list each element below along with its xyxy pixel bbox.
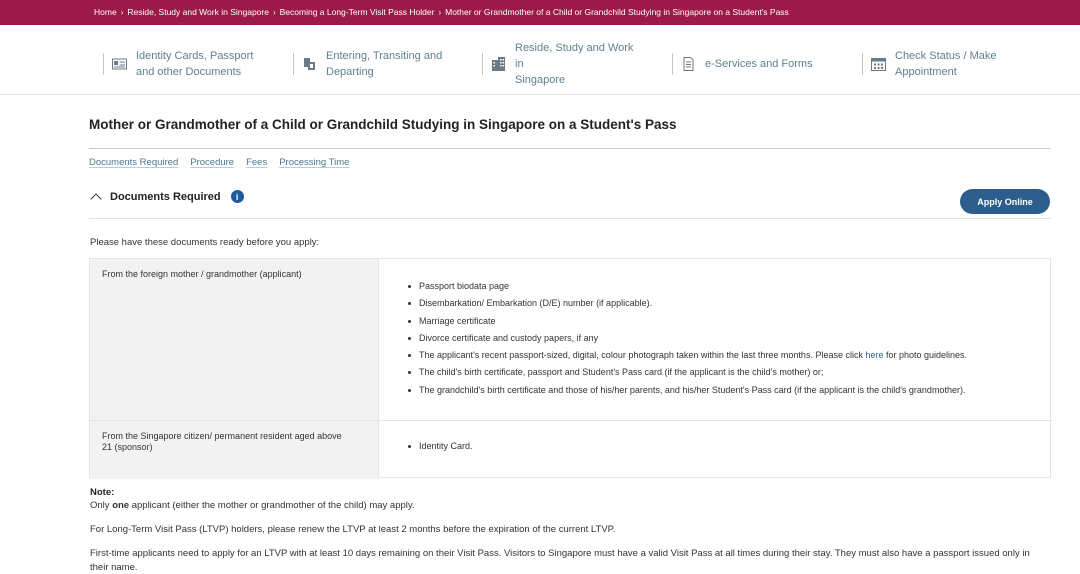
main-nav [0,25,1080,95]
calendar-icon [871,57,886,71]
tab-procedure[interactable]: Procedure [190,157,235,168]
breadcrumb-current: Mother or Grandmother of a Child or Grandchild Studying in Singapore on a Student's Pass [445,7,789,17]
breadcrumb-ltvp[interactable]: Becoming a Long-Term Visit Pass Holder [279,7,435,17]
tab-fees[interactable]: Fees [246,157,268,168]
nav-item-identity-cards[interactable] [103,47,266,81]
nav-item-check-status[interactable] [862,47,1025,81]
list-item: Marriage certificate [408,316,967,333]
section-tabs [89,157,361,168]
nav-label-line1: Identity Cards, Passport [136,50,254,62]
table-row [90,259,1052,421]
chevron-up-icon[interactable] [90,193,101,204]
intro-text: Please have these documents ready before you apply: [90,237,320,248]
list-item: The child's birth certificate, passport and Student's Pass card (if the applicant is the child's mother) or; [408,367,967,384]
title-divider [89,148,1051,149]
note-text: applicant (either the mother or grandmother of the child) may apply. [129,500,415,511]
documents-table [89,258,1051,478]
list-item-text: The applicant's recent passport-sized, digital, colour photograph taken within the last three months. Please click [419,350,866,361]
list-item: Disembarkation/ Embarkation (D/E) number (if applicable). [408,298,967,315]
nav-item-eservices[interactable] [672,47,835,81]
tab-documents-required[interactable]: Documents Required [89,157,179,168]
breadcrumb [94,7,789,17]
document-list [408,281,967,402]
chevron-right-icon: › [120,7,124,17]
building-icon [491,57,506,71]
note-heading: Note: [90,487,115,498]
nav-label-line1: e-Services and Forms [705,58,813,70]
section-divider [89,218,1051,219]
note-paragraph: For Long-Term Visit Pass (LTVP) holders, please renew the LTVP at least 2 months before the expiration of the current LTVP. [90,524,616,535]
nav-label-line2: Singapore [515,74,566,86]
nav-label-line1: Check Status / Make [895,50,997,62]
chevron-right-icon: › [272,7,276,17]
luggage-icon [302,57,317,71]
page-title: Mother or Grandmother of a Child or Grandchild Studying in Singapore on a Student's Pass [89,117,677,132]
breadcrumb-reside[interactable]: Reside, Study and Work in Singapore [127,7,269,17]
note-text: Only [90,500,113,511]
breadcrumb-bar [0,0,1080,25]
list-item-text: for photo guidelines. [883,350,968,361]
photo-guidelines-link[interactable]: here [865,350,884,361]
apply-online-button[interactable]: Apply Online [960,189,1050,214]
list-item [408,350,967,367]
nav-label-line2: Appointment [895,66,957,78]
row-label [90,421,379,479]
document-list [408,441,473,458]
nav-item-entering[interactable] [293,47,456,81]
note-emphasis: one [112,500,130,511]
note-paragraph [90,499,1050,513]
nav-item-reside[interactable] [482,42,645,86]
list-item: The grandchild's birth certificate and those of his/her parents, and his/her Student's Pass card (if the applicant is the child's grandmother). [408,385,967,402]
nav-label-line2: and other Documents [136,66,242,78]
id-card-icon [112,57,127,71]
row-label: From the foreign mother / grandmother (applicant) [90,259,379,420]
documents-section-header[interactable] [89,190,244,203]
nav-label-line1: Reside, Study and Work in [515,42,634,70]
table-row [90,421,1052,479]
breadcrumb-home[interactable]: Home [94,7,117,17]
nav-label-line2: Departing [326,66,374,78]
tab-processing-time[interactable]: Processing Time [279,157,350,168]
row-content [379,421,1052,479]
list-item: Identity Card. [408,441,473,458]
row-content [379,259,1052,420]
note-paragraph: First-time applicants need to apply for an LTVP with at least 10 days remaining on their Visit Pass. Visitors to Singapore must have a valid Visit Pass at all times during their stay. They must also have a passport issued only in their name. [90,548,1030,573]
row-label-line1: From the Singapore citizen/ permanent resident aged above [102,431,342,441]
section-title: Documents Required [110,190,221,203]
chevron-right-icon: › [438,7,442,17]
list-item: Divorce certificate and custody papers, if any [408,333,967,350]
info-icon[interactable]: i [231,190,244,203]
list-item: Passport biodata page [408,281,967,298]
document-icon [681,57,696,71]
row-label-line2: 21 (sponsor) [102,442,153,452]
nav-label-line1: Entering, Transiting and [326,50,443,62]
